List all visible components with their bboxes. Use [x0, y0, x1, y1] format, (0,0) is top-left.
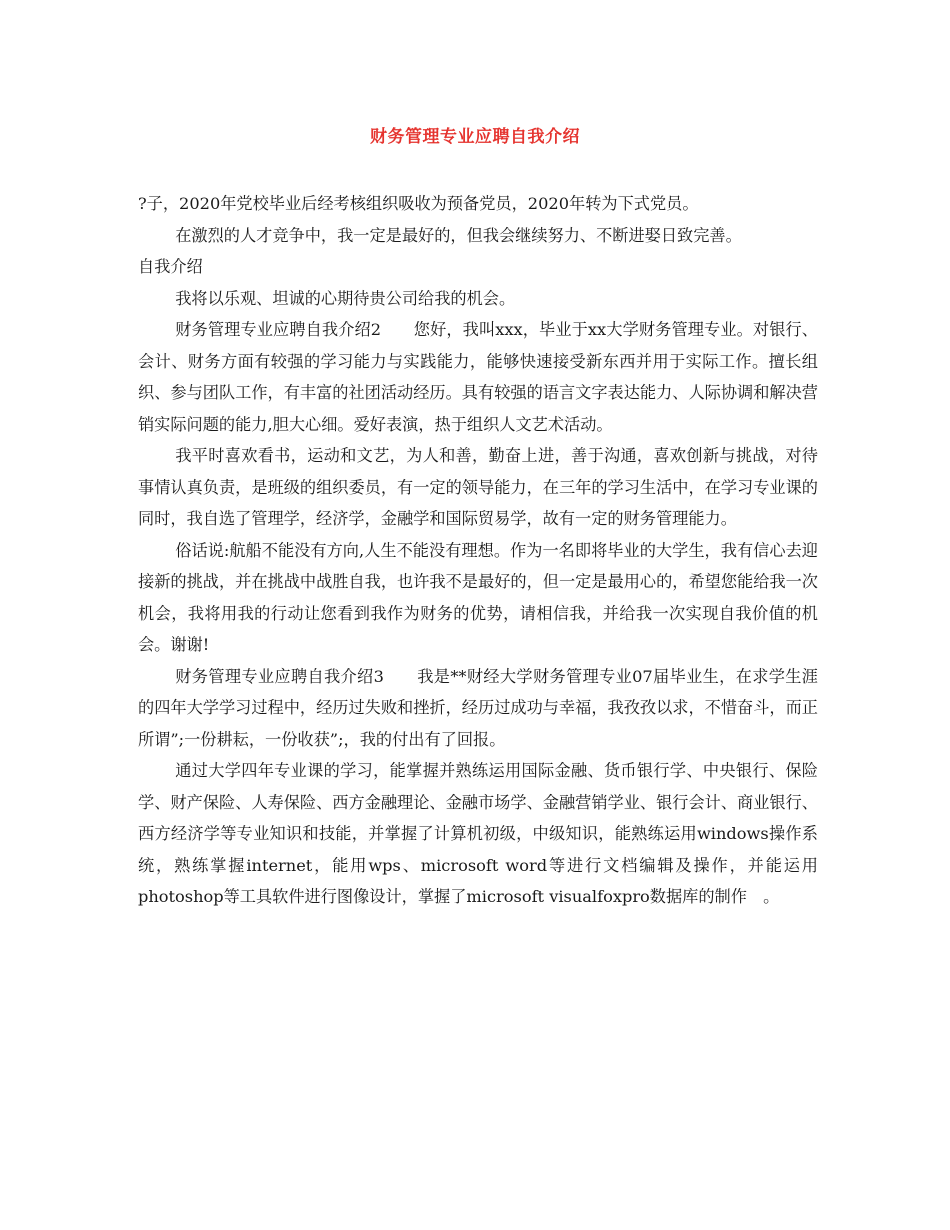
paragraph-1: ?子，2020年党校毕业后经考核组织吸收为预备党员，2020年转为下式党员。 [138, 194, 699, 213]
paragraph-2: 在激烈的人才竞争中，我一定是最好的，但我会继续努力、不断进娶日致完善。 [175, 225, 742, 245]
paragraph-5: 财务管理专业应聘自我介绍2 您好，我叫xxx，毕业于xx大学财务管理专业。对银行、会计、财务方面有较强的学习能力与实践能力，能够快速接受新东西并用于实际工作。擅长组织、参与团队工作，有丰富的社团活动经历。具有较强的语言文字表达能力、人际协调和解决营销实际问题的能力,胆大心细。爱好表演，热于组织人文艺术活动。 [138, 320, 818, 434]
paragraph-4: 我将以乐观、坦诚的心期待贵公司给我的机会。 [175, 288, 516, 308]
paragraph-8: 财务管理专业应聘自我介绍3 我是**财经大学财务管理专业07届毕业生，在求学生涯的四年大学学习过程中，经历过失败和挫折，经历过成功与幸福，我孜孜以求，不惜奋斗，而正所谓”;一份耕耘，一份收获”;，我的付出有了回报。 [138, 666, 818, 749]
paragraph-6: 我平时喜欢看书，运动和文艺，为人和善，勤奋上进，善于沟通，喜欢创新与挑战，对待事情认真负责，是班级的组织委员，有一定的领导能力，在三年的学习生活中，在学习专业课的同时，我自选了管理学，经济学，金融学和国际贸易学，故有一定的财务管理能力。 [138, 446, 818, 528]
paragraph-3-heading: 自我介绍 [138, 257, 203, 276]
page-title: 财务管理专业应聘自我介绍 [370, 127, 580, 147]
paragraph-7: 俗话说:航船不能没有方向,人生不能没有理想。作为一名即将毕业的大学生，我有信心去迎接新的挑战，并在挑战中战胜自我，也许我不是最好的，但一定是最用心的，希望您能给我一次机会，我将用我的行动让您看到我作为财务的优势，请相信我，并给我一次实现自我价值的机会。谢谢! [138, 540, 818, 654]
paragraph-9: 通过大学四年专业课的学习，能掌握并熟练运用国际金融、货币银行学、中央银行、保险学、财产保险、人寿保险、西方金融理论、金融市场学、金融营销学业、银行会计、商业银行、西方经济学等专业知识和技能，并掌握了计算机初级，中级知识，能熟练运用windows操作系统，熟练掌握internet，能用wps、microsoft word等进行文档编辑及操作，并能运用photoshop等工具软件进行图像设计，掌握了microsoft visualfoxpro数据库的制作 。 [138, 761, 818, 906]
document-body [138, 188, 818, 913]
